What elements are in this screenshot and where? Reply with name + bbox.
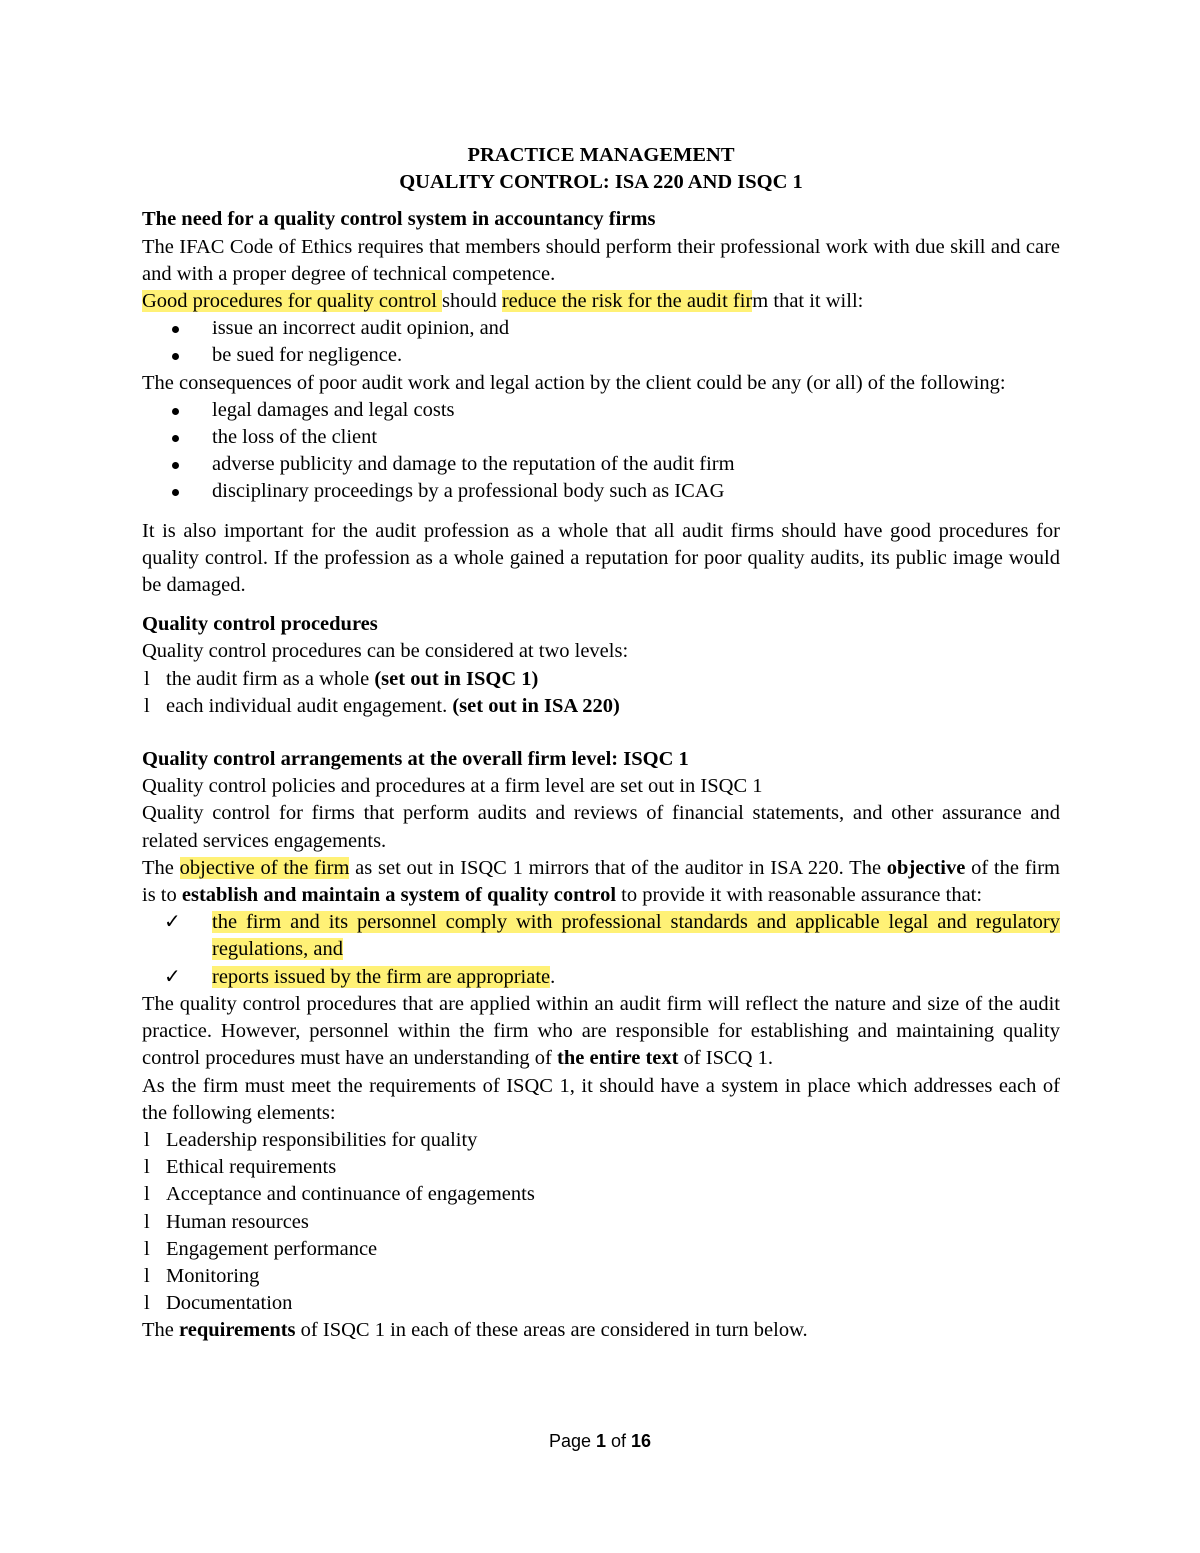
list-item: the loss of the client: [142, 424, 1060, 451]
page-number: 1: [595, 1431, 606, 1451]
paragraph-requirements: The requirements of ISQC 1 in each of these areas are considered in turn below.: [142, 1319, 808, 1342]
doc-subtitle: QUALITY CONTROL: ISA 220 AND ISQC 1: [399, 171, 803, 194]
levels-list: [142, 666, 1060, 720]
list-marker: l: [144, 1264, 150, 1287]
list-marker: l: [144, 1128, 150, 1151]
highlight-objective: objective of the firm: [179, 856, 350, 879]
list-item: l Documentation: [142, 1290, 1060, 1317]
list-item: disciplinary proceedings by a professional body such as ICAG: [142, 478, 1060, 505]
bullet-icon: [172, 462, 179, 469]
paragraph-important: It is also important for the audit profession as a whole that all audit firms should have good procedures for quality control. If the profession as a whole gained a reputation for poor quality audits, its public image would be damaged.: [142, 519, 1060, 597]
list-item: ✓ reports issued by the firm are appropriate.: [142, 964, 1060, 991]
elements-list: [142, 1127, 1060, 1317]
section-heading-isqc1: Quality control arrangements at the overall firm level: ISQC 1: [142, 748, 689, 771]
list-marker: l: [144, 1292, 150, 1315]
checkmark-icon: ✓: [164, 909, 181, 934]
list-marker: l: [144, 1183, 150, 1206]
list-item: ✓ the firm and its personnel comply with professional standards and applicable legal and regulatory regulations, and: [164, 909, 1060, 961]
highlight-reduce-risk: reduce the risk for the audit fir: [501, 290, 753, 313]
paragraph-nature: The quality control procedures that are applied within an audit firm will reflect the nature and size of the audit practice. However, personnel within the firm who are responsible for establishing and maintaining quality control procedures must have an understanding of the entire text of ISCQ 1.: [142, 992, 1060, 1070]
paragraph-isqc1-policies: Quality control policies and procedures at a firm level are set out in ISQC 1: [142, 775, 763, 798]
highlight-good-procedures: Good procedures for quality control: [142, 290, 443, 313]
list-marker: l: [144, 1156, 150, 1179]
risk-list: [142, 315, 1060, 369]
bullet-icon: [172, 408, 179, 415]
list-marker: l: [144, 1237, 150, 1260]
paragraph-objective: The objective of the firm as set out in ISQC 1 mirrors that of the auditor in ISA 220. The objective of the firm is to establish and maintain a system of quality control to provide it with reasonable assurance that:: [142, 856, 1060, 907]
page-footer: Page 1 of 16: [548, 1431, 652, 1451]
consequence-list: [142, 397, 1060, 506]
paragraph-consequences: The consequences of poor audit work and legal action by the client could be any (or all) of the following:: [142, 371, 1006, 394]
section-heading-need: The need for a quality control system in accountancy firms: [142, 208, 656, 231]
paragraph-good-procedures: Good procedures for quality control should reduce the risk for the audit firm that it will:: [142, 290, 864, 313]
list-item: l Leadership responsibilities for quality: [142, 1127, 1060, 1154]
list-marker: l: [144, 1210, 150, 1233]
list-item: issue an incorrect audit opinion, and: [142, 315, 1060, 342]
list-item: l Ethical requirements: [142, 1154, 1060, 1181]
list-item: l the audit firm as a whole (set out in ISQC 1): [142, 666, 1060, 693]
page-total: 16: [631, 1431, 652, 1451]
paragraph-isqc1-scope: Quality control for firms that perform audits and reviews of financial statements, and other assurance and related services engagements.: [142, 802, 1060, 852]
list-item: l Acceptance and continuance of engagements: [142, 1181, 1060, 1208]
checkmark-icon: ✓: [164, 963, 181, 988]
list-item: l each individual audit engagement. (set out in ISA 220): [142, 693, 1060, 720]
assurance-list: [142, 909, 1060, 991]
paragraph-levels-intro: Quality control procedures can be considered at two levels:: [142, 640, 629, 663]
paragraph-elements-intro: As the firm must meet the requirements of ISQC 1, it should have a system in place which addresses each of the following elements:: [142, 1074, 1060, 1124]
bullet-icon: [172, 353, 179, 360]
paragraph-ifac: The IFAC Code of Ethics requires that members should perform their professional work with due skill and care and with a proper degree of technical competence.: [142, 235, 1060, 285]
bullet-icon: [172, 326, 179, 333]
doc-title: PRACTICE MANAGEMENT: [467, 144, 735, 166]
list-item: l Human resources: [142, 1209, 1060, 1236]
bullet-icon: [172, 435, 179, 442]
list-item: l Engagement performance: [142, 1236, 1060, 1263]
list-marker: l: [144, 667, 150, 690]
list-item: be sued for negligence.: [142, 342, 1060, 369]
bullet-icon: [172, 489, 179, 496]
list-item: l Monitoring: [142, 1263, 1060, 1290]
list-item: adverse publicity and damage to the reputation of the audit firm: [142, 451, 1060, 478]
section-heading-procedures: Quality control procedures: [142, 613, 378, 636]
document-page: [142, 142, 1060, 1345]
list-marker: l: [144, 694, 150, 717]
list-item: legal damages and legal costs: [142, 397, 1060, 424]
